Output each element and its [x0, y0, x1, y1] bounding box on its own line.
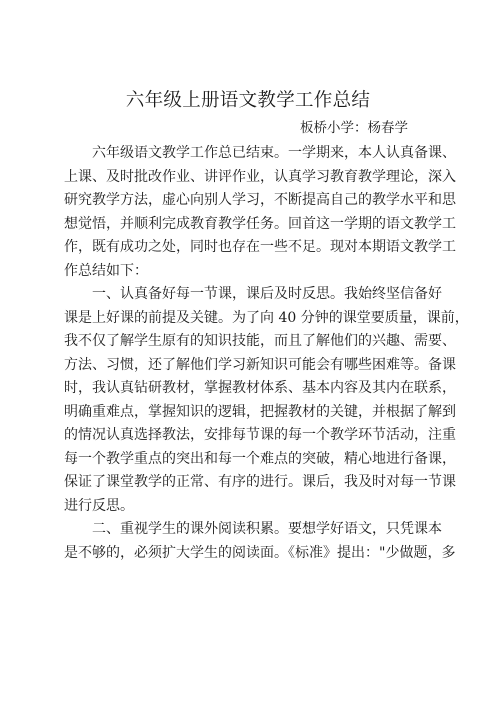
text-line: 是不够的，必须扩大学生的阅读面。《标准》提出："少做题，多	[64, 544, 456, 561]
text-line: 保证了课堂教学的正常、有序的进行。课后，我及时对每一节课	[64, 474, 456, 490]
document-title: 六年级上册语文教学工作总结	[125, 90, 371, 111]
text-line: 想觉悟，并顺利完成教育教学任务。回首这一学期的语文教学工	[64, 215, 456, 232]
text-line: 我不仅了解学生原有的知识技能，而且了解他们的兴趣、需要、	[64, 333, 456, 349]
text-line: 课是上好课的前提及关键。为了向 40 分钟的课堂要质量，课前，	[64, 309, 469, 326]
text-line: 上课、及时批改作业、讲评作业，认真学习教育教学理论，深入	[64, 168, 456, 185]
document-body	[64, 142, 469, 565]
text-line: 每一个教学重点的突出和每一个难点的突破，精心地进行备课，	[64, 450, 456, 467]
text-line: 的情况认真选择教法，安排每节课的每一个教学环节活动，注重	[64, 427, 456, 443]
document-author: 板桥小学：杨春学	[300, 120, 408, 136]
text-line: 一、认真备好每一节课，课后及时反思。我始终坚信备好	[92, 286, 442, 302]
text-line: 方法、习惯，还了解他们学习新知识可能会有哪些困难等。备课	[64, 356, 456, 373]
text-line: 作总结如下：	[64, 262, 148, 279]
text-line: 六年级语文教学工作总已结束。一学期来，本人认真备课、	[92, 145, 456, 161]
text-line: 明确重难点，掌握知识的逻辑，把握教材的关键，并根据了解到	[64, 403, 456, 420]
text-line: 二、重视学生的课外阅读积累。要想学好语文，只凭课本	[92, 521, 442, 537]
text-line: 进行反思。	[64, 497, 134, 514]
text-line: 作，既有成功之处，同时也存在一些不足。现对本期语文教学工	[64, 239, 456, 255]
text-line: 研究教学方法，虚心向别人学习，不断提高自己的教学水平和思	[64, 192, 456, 208]
text-line: 时，我认真钻研教材，掌握教材体系、基本内容及其内在联系，	[64, 380, 456, 396]
